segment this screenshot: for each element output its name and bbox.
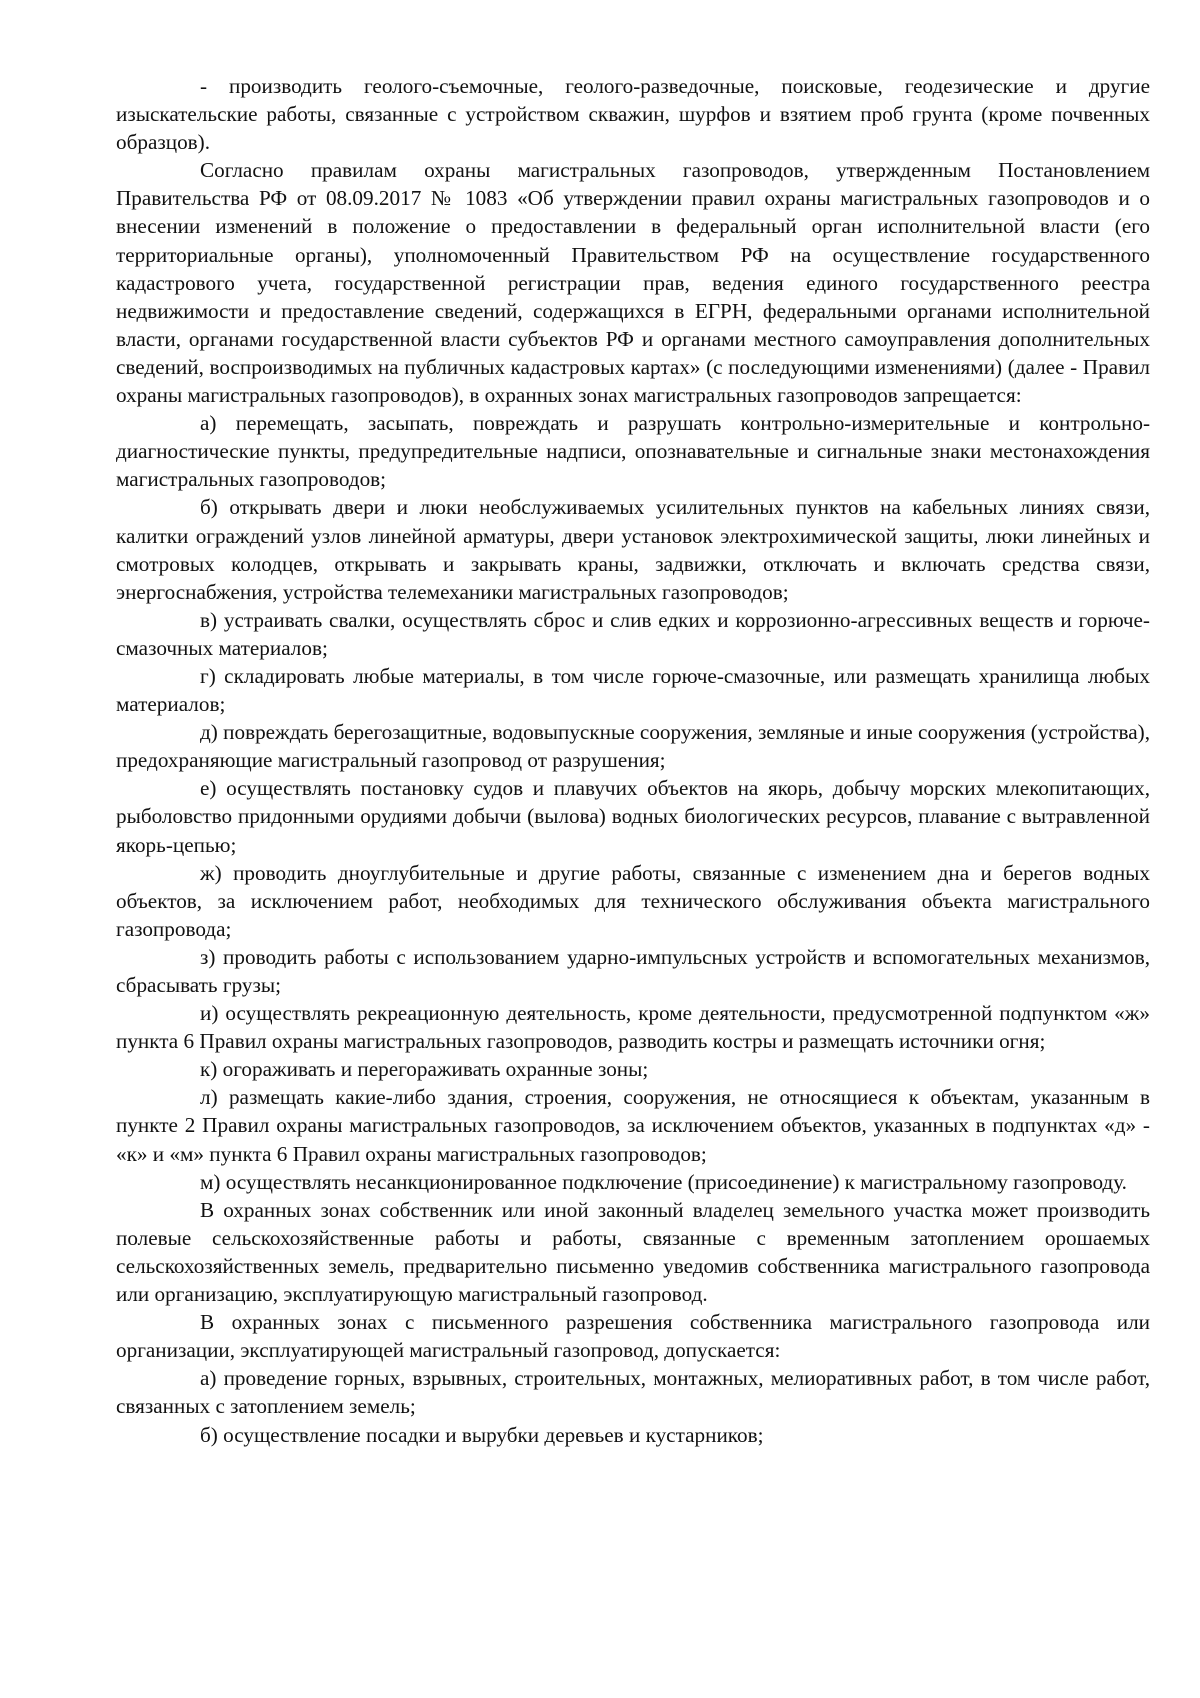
paragraph-owner-works: В охранных зонах собственник или иной законный владелец земельного участка может производить полевые сельскохозяйственные работы и работы, связанные с временным затоплением орошаемых сельскохозяйственных земель, предварительно письменно уведомив собственника магистрального газопровода или организацию, эксплуатирующую магистральный газопровод.: [116, 1197, 1150, 1307]
list-item-b: б) открывать двери и люки необслуживаемых усилительных пунктов на кабельных линиях связи, калитки ограждений узлов линейной арматуры, двери установок электрохимической защиты, люки линейных и смотровых колодцев, открывать и закрывать краны, задвижки, отключать и включать средства связи, энергоснабжения, устройства телемеханики магистральных газопроводов;: [116, 495, 1150, 604]
paragraph-protection-rules-intro: Согласно правилам охраны магистральных газопроводов, утвержденным Постановлением Правительства РФ от 08.09.2017 № 1083 «Об утверждении правил охраны магистральных газопроводов и о внесении изменений в положение о предоставлении в федеральный орган исполнительной власти (его территориальные органы), уполномоченный Правительством РФ на осуществление государственного кадастрового учета, государственной регистрации прав, ведения единого государственного реестра недвижимости и предоставление сведений, содержащихся в ЕГРН, федеральными органами исполнительной власти, органами государственной власти субъектов РФ и органами местного самоуправления дополнительных сведений, воспроизводимых на публичных кадастровых картах» (с последующими изменениями) (далее - Правил охраны магистральных газопроводов), в охранных зонах магистральных газопроводов запрещается:: [116, 158, 1150, 408]
list-item-a: а) перемещать, засыпать, повреждать и разрушать контрольно-измерительные и контрольно-диагностические пункты, предупредительные надписи, опознавательные и сигнальные знаки местонахождения магистральных газопроводов;: [116, 411, 1150, 492]
list-item-v: в) устраивать свалки, осуществлять сброс и слив едких и коррозионно-агрессивных веществ и горюче-смазочных материалов;: [116, 607, 1150, 660]
list-item-k: к) огораживать и перегораживать охранные зоны;: [200, 1057, 649, 1082]
list-item-i: и) осуществлять рекреационную деятельность, кроме деятельности, предусмотренной подпунктом «ж» пункта 6 Правил охраны магистральных газопроводов, разводить костры и размещать источники огня;: [116, 1001, 1150, 1054]
paragraph-survey-works: - производить геолого-съемочные, геолого-разведочные, поисковые, геодезические и другие изыскательские работы, связанные с устройством скважин, шурфов и взятием проб грунта (кроме почвенных образцов).: [116, 74, 1150, 155]
permitted-item-b: б) осуществление посадки и вырубки деревьев и кустарников;: [200, 1422, 764, 1447]
list-item-zh: ж) проводить дноуглубительные и другие работы, связанные с изменением дна и берегов водных объектов, за исключением работ, необходимых для технического обслуживания объекта магистрального газопровода;: [116, 860, 1150, 941]
list-item-d: д) повреждать берегозащитные, водовыпускные сооружения, земляные и иные сооружения (устройства), предохраняющие магистральный газопровод от разрушения;: [116, 720, 1150, 773]
list-item-m: м) осуществлять несанкционированное подключение (присоединение) к магистральному газопроводу.: [200, 1169, 1127, 1194]
list-item-g: г) складировать любые материалы, в том числе горюче-смазочные, или размещать хранилища любых материалов;: [116, 663, 1150, 717]
list-item-e: е) осуществлять постановку судов и плавучих объектов на якорь, добычу морских млекопитающих, рыболовство придонными орудиями добычи (вылова) водных биологических ресурсов, плавание с вытравленной якорь-цепью;: [116, 776, 1150, 857]
document-page: [116, 72, 1150, 1449]
paragraph-permitted-works: В охранных зонах с письменного разрешения собственника магистрального газопровода или организации, эксплуатирующей магистральный газопровод, допускается:: [116, 1310, 1150, 1363]
list-item-l: л) размещать какие-либо здания, строения, сооружения, не относящиеся к объектам, указанным в пункте 2 Правил охраны магистральных газопроводов, за исключением объектов, указанных в подпунктах «д» - «к» и «м» пункта 6 Правил охраны магистральных газопроводов;: [116, 1085, 1150, 1166]
list-item-z: з) проводить работы с использованием ударно-импульсных устройств и вспомогательных механизмов, сбрасывать грузы;: [116, 944, 1150, 997]
permitted-item-a: а) проведение горных, взрывных, строительных, монтажных, мелиоративных работ, в том числе работ, связанных с затоплением земель;: [116, 1366, 1150, 1419]
